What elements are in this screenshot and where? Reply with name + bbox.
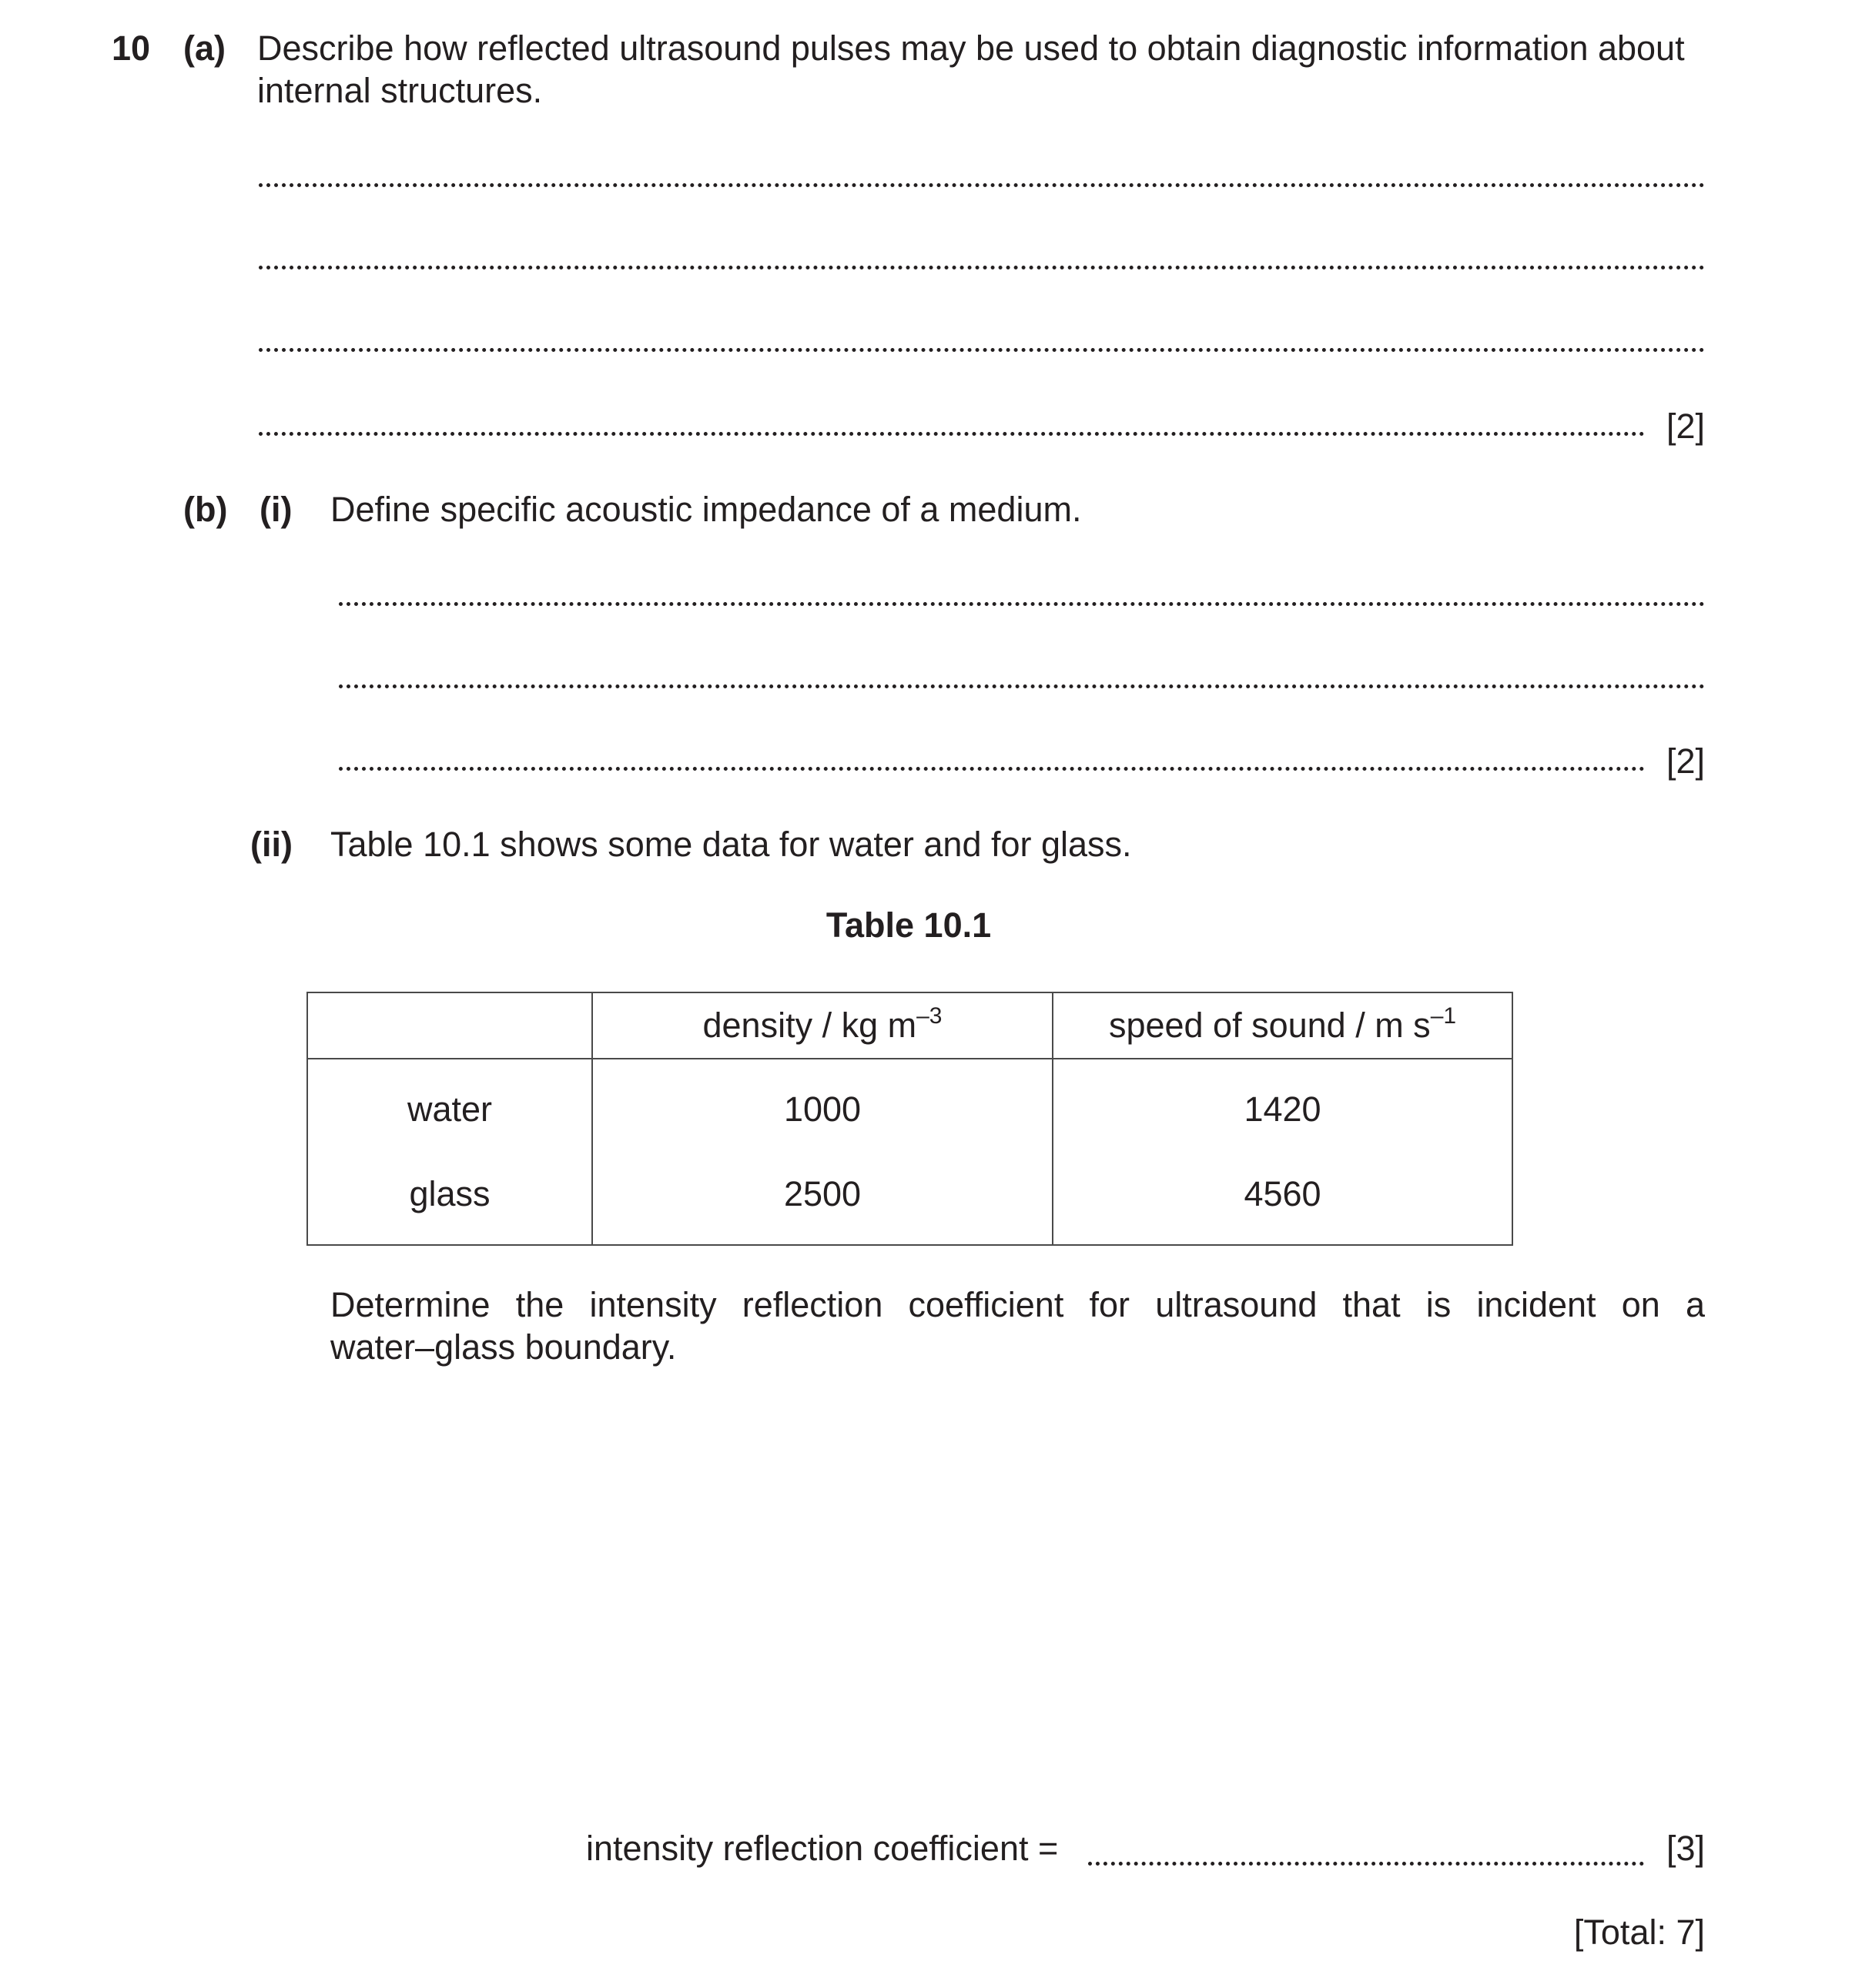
table-row-water-speed: 1420 — [1244, 1089, 1321, 1129]
task-text-line2: water–glass boundary. — [330, 1327, 677, 1367]
total-marks: [Total: 7] — [1573, 1913, 1705, 1952]
answer-line-bii[interactable] — [1088, 1862, 1644, 1866]
part-a-text-line1: Describe how reflected ultrasound pulses may be used to obtain diagnostic information about — [257, 28, 1685, 68]
answer-line-a-2[interactable] — [259, 266, 1705, 269]
table-header-density: density / kg $m^{-3}$ — [592, 992, 1053, 1059]
answer-label: intensity reflection coefficient = — [586, 1829, 1059, 1868]
part-b-i-label: (i) — [260, 490, 293, 529]
part-b-i-text: Define specific acoustic impedance of a medium. — [330, 490, 1082, 529]
table-speed-cell — [1053, 1059, 1512, 1245]
data-table — [306, 992, 1513, 1246]
table-density-cell — [592, 1059, 1053, 1245]
part-a-text-line2: internal structures. — [257, 71, 543, 110]
table-title: Table 10.1 — [826, 905, 992, 945]
answer-line-a-4[interactable] — [259, 432, 1645, 436]
part-b-label: (b) — [183, 490, 228, 529]
table-header-empty — [307, 992, 592, 1059]
question-number: 10 — [112, 28, 151, 68]
table-row-water-material: water — [407, 1089, 493, 1129]
part-b-i-marks: [2] — [1666, 741, 1705, 781]
table-row-glass-material: glass — [409, 1174, 491, 1213]
answer-line-bi-2[interactable] — [339, 684, 1705, 688]
answer-line-a-1[interactable] — [259, 183, 1705, 187]
answer-line-bi-1[interactable] — [339, 602, 1705, 606]
answer-line-a-3[interactable] — [259, 348, 1705, 352]
part-b-ii-text: Table 10.1 shows some data for water and for glass. — [330, 825, 1132, 864]
part-a-marks: [2] — [1666, 407, 1705, 446]
table-row-glass-speed: 4560 — [1244, 1174, 1321, 1213]
table-material-cell — [307, 1059, 592, 1245]
table-header-speed: speed of sound / m $s^{-1}$ — [1053, 992, 1512, 1059]
table-row-water-density: 1000 — [783, 1089, 862, 1129]
part-b-ii-label: (ii) — [250, 825, 293, 864]
part-b-ii-marks: [3] — [1666, 1829, 1705, 1868]
answer-line-bi-3[interactable] — [339, 767, 1645, 771]
part-a-label: (a) — [183, 28, 226, 68]
table-row-glass-density: 2500 — [783, 1174, 862, 1213]
task-text-line1: Determine the intensity reflection coefficient for ultrasound that is incident on a — [330, 1285, 1705, 1324]
